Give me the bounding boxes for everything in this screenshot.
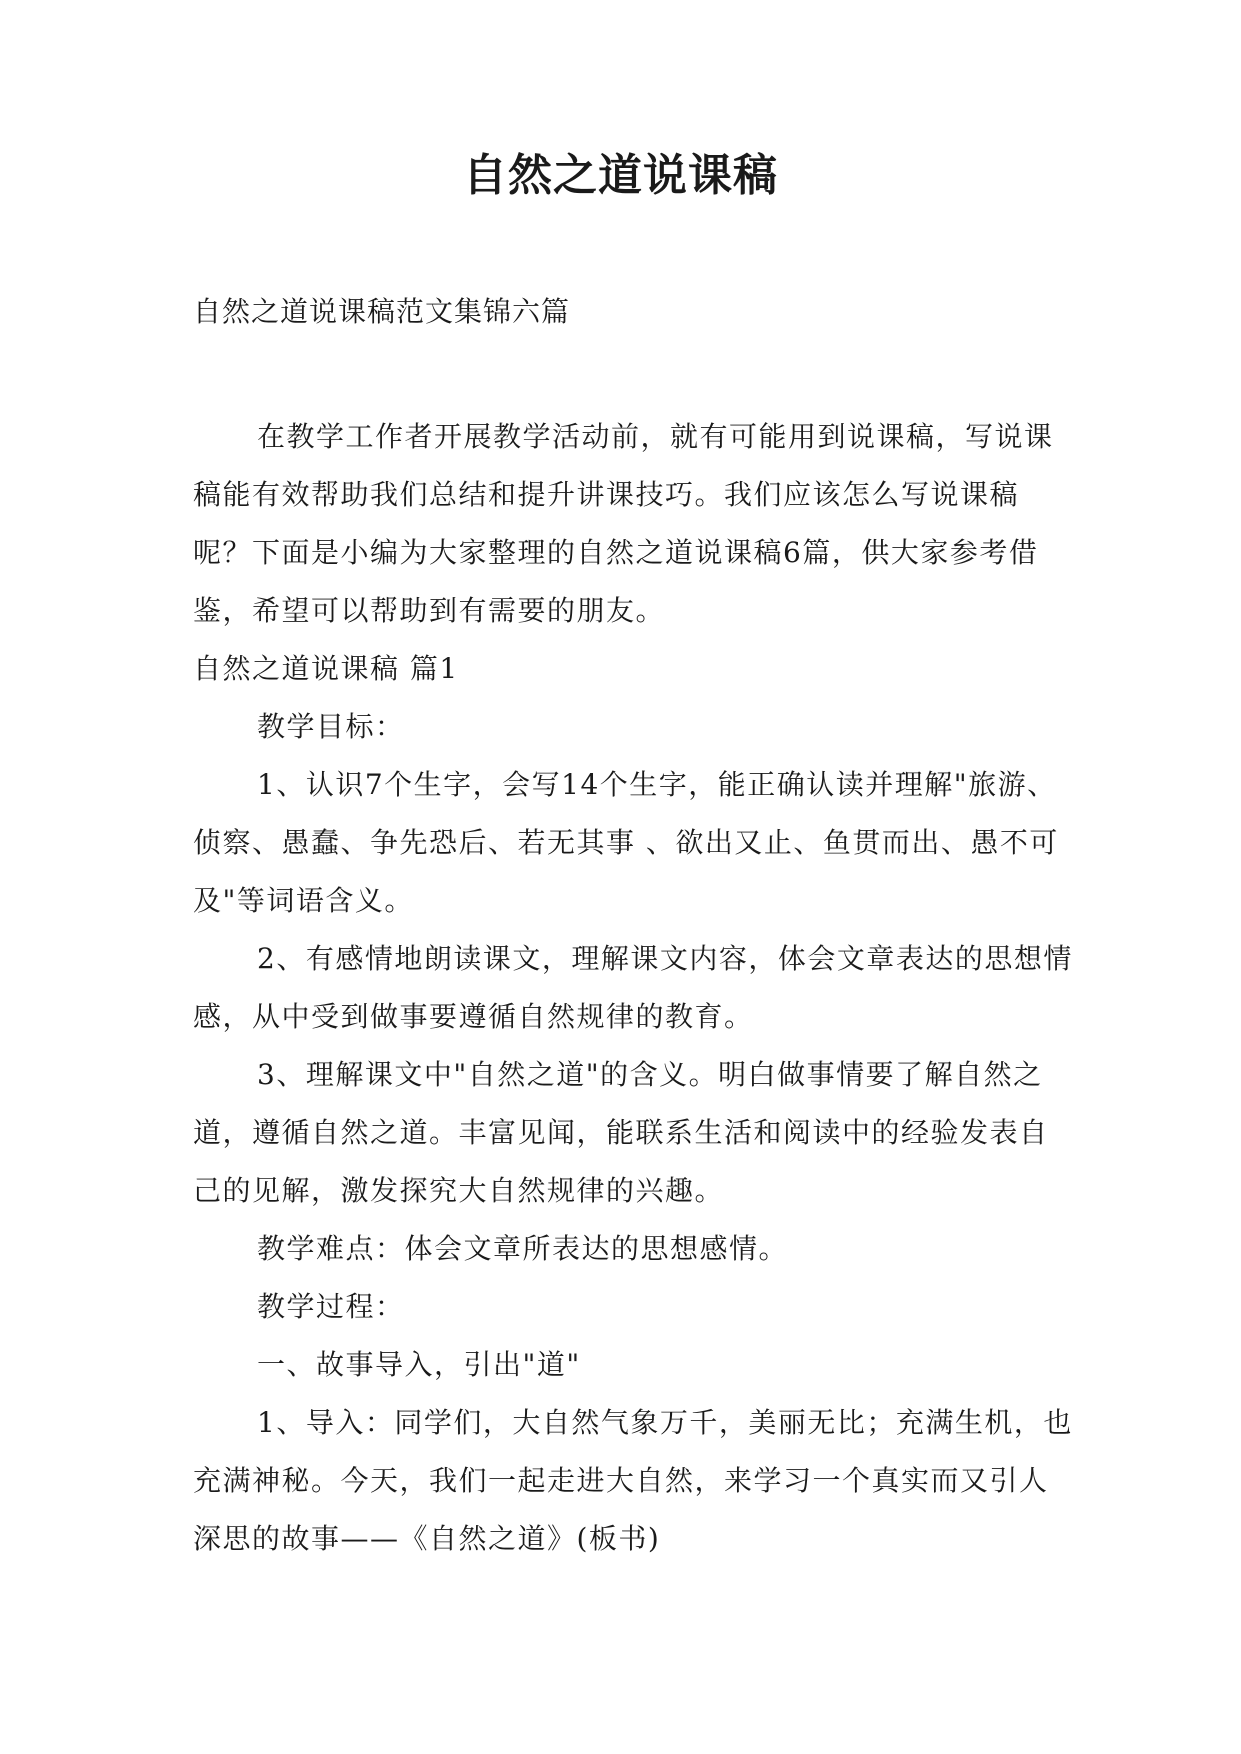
document-subtitle: 自然之道说课稿范文集锦六篇 [193, 295, 571, 328]
process-heading: 教学过程： [257, 1290, 405, 1323]
objective-3: 3、理解课文中"自然之道"的含义。明白做事情要了解自然之道，遵循自然之道。丰富见闻，能联系生活和阅读中的经验发表自己的见解，激发探究大自然规律的兴趣。 [193, 1058, 1049, 1207]
objective-1: 1、认识7个生字，会写14个生字，能正确认读并理解"旅游、侦察、愚蠢、争先恐后、若无其事 、欲出又止、鱼贯而出、愚不可及"等词语含义。 [193, 768, 1059, 917]
section-heading: 自然之道说课稿 篇1 [193, 652, 459, 685]
step-1-paragraph: 1、导入：同学们，大自然气象万千，美丽无比；充满生机，也充满神秘。今天，我们一起走进大自然，来学习一个真实而又引人深思的故事——《自然之道》(板书) [193, 1406, 1073, 1555]
intro-paragraph: 在教学工作者开展教学活动前，就有可能用到说课稿，写说课稿能有效帮助我们总结和提升讲课技巧。我们应该怎么写说课稿呢？下面是小编为大家整理的自然之道说课稿6篇，供大家参考借鉴，希望可以帮助到有需要的朋友。 [193, 420, 1054, 627]
objective-2: 2、有感情地朗读课文，理解课文内容，体会文章表达的思想情感，从中受到做事要遵循自然规律的教育。 [193, 942, 1073, 1033]
difficulty-paragraph: 教学难点：体会文章所表达的思想感情。 [257, 1232, 789, 1265]
document-title: 自然之道说课稿 [463, 150, 778, 201]
objectives-heading: 教学目标： [257, 710, 405, 743]
document-body [193, 408, 1073, 1568]
step-heading-1: 一、故事导入，引出"道" [257, 1348, 581, 1381]
